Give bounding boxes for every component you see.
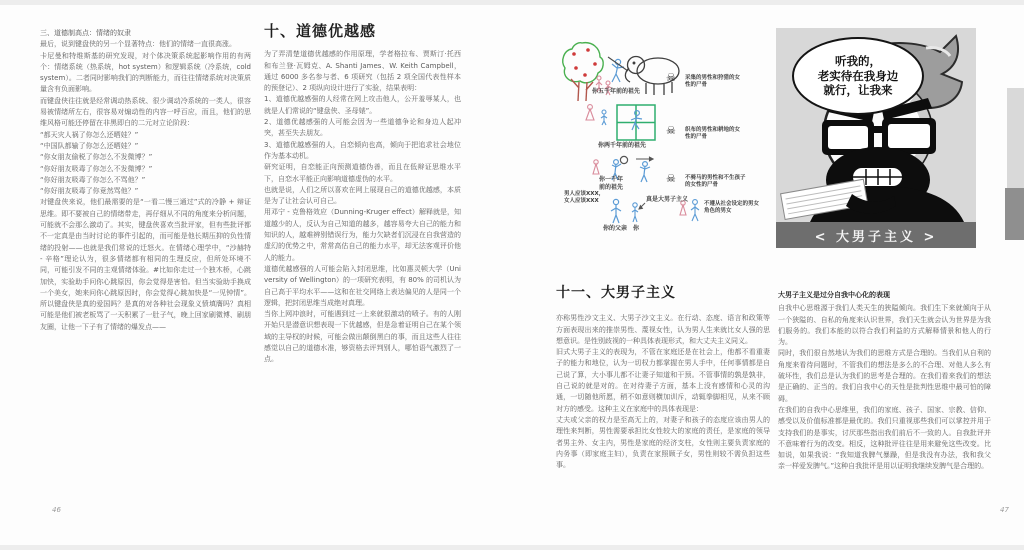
caption-ancestors-2000: 你两千年前的祖先	[598, 142, 647, 149]
section-heading-male-chauvinism: 十一、大男子主义	[556, 285, 676, 301]
figure-with-arrow	[640, 162, 650, 182]
speech-bubble	[792, 37, 924, 115]
section-heading-moral-superiority: 十、道德优越感	[264, 22, 377, 40]
chauvinism-cartoon-panel	[776, 28, 976, 248]
you-figure	[632, 203, 638, 222]
ancestors-drawing	[552, 26, 808, 264]
paragraph: 道德优越感强的人可能会陷入封闭思维，比如惠灵顿大学（University of Wellington）的一项研究表明，有 80% 的司机认为自己高于平均水平——这和在社交网络上表达偏见的人是同一个逻辑，把封闭思维当成绝对真理。	[264, 264, 462, 307]
quote-line: “中国队都输了你怎么还晒娃？”	[40, 141, 139, 150]
paragraph: 在我们的自我中心思维里，我们的家庭、孩子、国家、宗教、信仰、感受以及价值标准都是最优的。我们只重视那些我们可以掌控并用于支持我们的是事实，讨厌那些指出我们前后不一致的人。自我批评并不意味着行为的改变。相反，这种批评往往是用来避免这些改变。比如说，如果我说：“我知道我脾气暴躁，但是我没有办法，我和我父亲一样爱发脾气。”这种自我批评是用以证明我继续发脾气是合理的。	[778, 405, 991, 471]
father-figure	[611, 199, 621, 223]
paragraph: 对键盘侠来说，他们最需要的是“一看二慢三通过”式的冷静 + 辩证思维。即不要被自己的情绪带走，再仔细从不同的角度来分析问题，可能就不会那么激动了。其实，键盘侠喜欢当批评家，但有些批评都不一定真是由当时讨论的事件引起的，而可能是他长期压抑的负性情绪的投射——也就是我们常说的迁怒火。在情绪心理学中，“沙赫特 - 辛格”理论认为，很多情绪都有相同的生理反应，但所处环境不同，可能引发不同的主观情绪体验。#比如你走过一个独木桥，心跳加快，实验助手问你心跳原因，你会觉得是害怕。但当实验助手换成一个美女，她来问你心跳原因时，你会觉得心跳加快是“一见钟情”。所以键盘侠是真的爱国吗？是真的对各种社会现象义愤填膺吗？真相可能是他们被老板骂了一天积累了一肚子气，晚上回家刷微博、刷朋友圈，让他一下子有了情绪的爆发点——	[40, 198, 251, 331]
quote-line: “你好朋友吸毒了你怎么不发微博？”	[40, 164, 153, 173]
comment-arrow-icon	[639, 203, 645, 209]
quote-line: “你好朋友吸毒了你竟然骂他？”	[40, 187, 139, 196]
paragraph: 也就是说，人们之所以喜欢在网上展现自己的道德优越感，本质是为了让社会认可自己。	[264, 185, 461, 206]
small-figure	[601, 110, 607, 125]
note-bones-1000: 不骑马的男性和不生孩子的女性的尸骨	[685, 175, 746, 188]
weaver-figures	[586, 105, 594, 120]
paragraph: 旧式大男子主义的表现为，不管在家庭还是在社会上，他都不看重妻子的能力和地位，认为一切权力都掌握在男人手中，任何事情都是自己说了算，大小事儿都不让妻子知道和干预。不管事情的孰是孰非，自己说的就是对的。在对待妻子方面，基本上没有感情和心灵的沟通，一切随他所愿，稍不如意则横加训斥，动辄拳脚相见，从来不顾对方的感受。这种主义在家庭中的具体表现是：	[556, 348, 770, 413]
page-number-right: 47	[1000, 506, 1009, 514]
paragraph: 而键盘侠往往就是经常调动热系统、很少调动冷系统的一类人，很容易被情绪所左右，很容易对煽动性的内容一呼百应，而且，他们的思维风格可能还停留在非黑即白的二元对立论阶段：	[40, 96, 251, 128]
page-number-left: 46	[52, 506, 61, 514]
caption-ancestors-5000: 你五千年前的祖先	[592, 88, 641, 95]
father-label: 你的父亲	[603, 225, 628, 232]
pink-figure	[593, 160, 599, 174]
hunter-figure	[612, 59, 624, 82]
right-page-column-left	[556, 285, 770, 471]
page-edge-bottom	[0, 545, 1024, 550]
chauvinism-comment: 真是大男子主义	[646, 196, 689, 203]
quote-line: “都天灾人祸了你怎么还晒娃？”	[40, 130, 139, 139]
dissenting-pair-note: 不遵从社会设定的男女角色的男女	[704, 201, 760, 214]
page-edge-right-light	[1007, 88, 1024, 188]
paragraph: 同时，我们很自然地认为我们的思维方式是合理的。当我们从自利的角度来看待问题时，不管我们的想法是多么的不合理、对他人多么有破坏性，我们总是认为我们的思考是合理的。在我们看来我们的想法是正确的、正当的。我们自我中心的天性是批判性思维中最可怕的障碍。	[778, 349, 991, 403]
left-page-column-1	[40, 28, 251, 333]
paragraph: 研究证明，自恋能正向预测道德伪善，而且在低辩证思维水平下，自恋水平能正向影响道德虚伪的水平。	[264, 163, 461, 183]
speech-line: 老实待在我身边	[817, 68, 899, 83]
list-item: 2、道德优越感强的人可能会因为一些道德争论和身边人起冲突，甚至失去朋友。	[264, 118, 461, 138]
skull-crossbones-icon: ☠	[666, 124, 676, 137]
arrow-icon	[636, 157, 653, 161]
ancestors-illustration	[552, 26, 808, 264]
list-item: 3、道德优越感强的人，自恋倾向也高，倾向于把追求社会地位作为基本动机。	[264, 140, 461, 160]
skull-crossbones-icon: ☠	[666, 172, 676, 185]
page-edge-right-dark	[1005, 188, 1024, 240]
paragraph: 为了弄清楚道德优越感的作用原理，学者格拉布、贾斯汀·托西和布兰登·瓦姆克、A. Shanti James、W. Keith Campbell，通过 6000 多名参与者、6 项研究（包括 2 项全国代表性样本的预登记）、2 项纵向设计进行了实验，结果表明：	[264, 50, 461, 93]
note-bones-5000: 采集的男性和狩猎的女性的尸骨	[685, 75, 741, 88]
panel-title-band: < 大男子主义 >	[776, 222, 976, 248]
paragraph: 最后，说到键盘侠的另一个显著特点：他们的情绪一直很高涨。	[40, 40, 236, 49]
tree-fruits	[572, 48, 597, 77]
you-label: 你	[633, 225, 640, 232]
paragraph: 卡尼曼和特维斯基的研究发现，对个体决策系统起影响作用的有两个：情绪系统（热系统，hot system）和逻辑系统（冷系统，cold system）。二者同时影响我们的判断能力，而往往情绪系统对决策质量含有负面影响。	[40, 51, 251, 94]
skull-crossbones-icon: ☠	[666, 71, 676, 84]
paragraph: 当你上网冲浪时，可能遇到过一上来就很激动的喷子。有的人刚开始只是潜意识想表现一下优越感，但是急着证明自己在某个领域的主导权的时候，可能会做出颠倒黑白的事，而且这些人往往感觉以自己的道德水准，够资格去评判别人，哪怕语气激烈了一点。	[264, 310, 461, 364]
subheading-egocentrism: 大男子主义是过分自我中心化的表现	[778, 291, 890, 299]
paragraph: 用邓宁 - 克鲁格效应（Dunning-Kruger effect）解释就是，知道越少的人，反认为自己知道的越多，越容易夸大自己的能力和知识的人，越难辨别错误行为，能力欠缺者们沉浸在自我营造的虚幻的优势之中，常常高估自己的能力水平，却无法客观评价他人的能力。	[264, 208, 461, 262]
paragraph: 亦称男性沙文主义、大男子沙文主义。在行动、态度、语言和政策等方面表现出来的推崇男性、蔑视女性，认为男人生来就比女人强的思想意识。是性别歧视的一种具体表现形式，和大丈夫主义同义。	[556, 314, 770, 345]
caption-ancestors-1000: 你一千年前的祖先	[599, 176, 624, 191]
speech-line: 听我的，	[835, 53, 881, 68]
modern-speech-text: 男人应该XXX，女人应该XXX	[564, 191, 605, 204]
left-page-column-2	[264, 22, 462, 366]
paragraph: 自我中心思维源于我们人类天生的狭隘倾向。我们生下来就倾向于从一个狭隘的、自私的角度来认识世界，我们天生就会认为世界是为我们服务的。我们本能的以符合我们利益的方式解释情景和他人的行为。	[778, 304, 991, 347]
right-page-column-right	[778, 290, 991, 473]
list-item: 1、道德优越感强的人经常在网上攻击他人，公开羞辱某人，也就是人们常说的“键盘侠、圣母婊”。	[264, 95, 461, 115]
paragraph: 丈夫或父亲的权力是至高无上的，对妻子和孩子的态度应该由男人的理性来判断，男性需要承担比女性较大的家庭的责任，是家庭的领导者男主外、女主内，男性是家庭的经济支柱，女性则主要负责家庭的内务事（即家庭主妇），负责在家照顾子女，男性则较不需负担这些事。	[556, 415, 770, 470]
quote-line: “你好朋友吸毒了你怎么不骂他？”	[40, 175, 146, 184]
note-bones-2000: 织布的男性和耕地的女性的尸骨	[685, 127, 741, 140]
page-edge-top	[0, 0, 1024, 5]
speech-line: 就行，让我来	[823, 83, 893, 98]
section-heading-moral-high-ground: 三、道德制高点：情绪的奴隶	[40, 29, 131, 37]
quote-line: “你女朋友偷税了你怎么不发微博？”	[40, 153, 153, 162]
